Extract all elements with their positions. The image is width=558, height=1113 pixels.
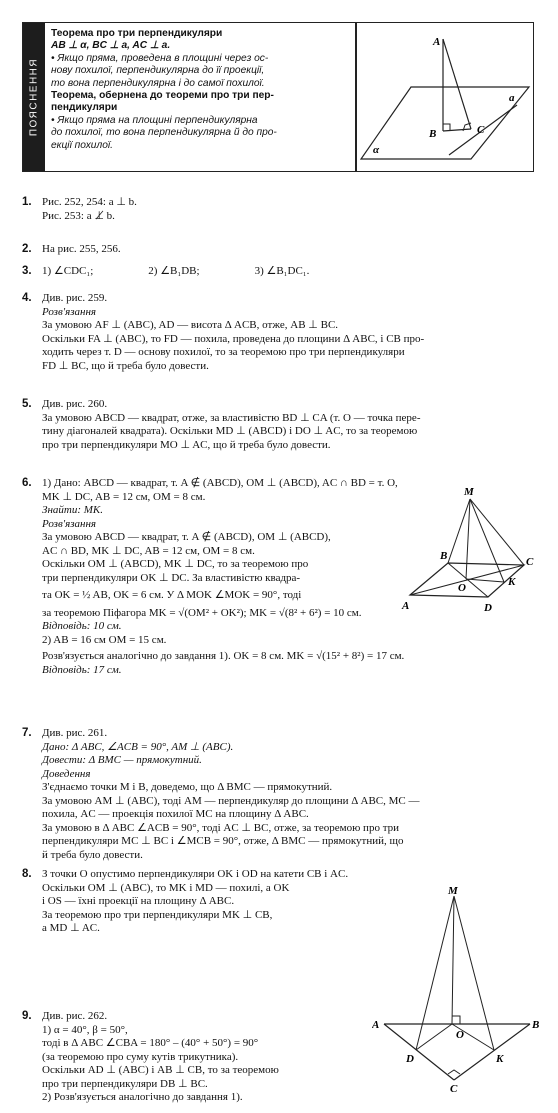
right-angle-mark bbox=[443, 124, 450, 131]
text-line: екції похилої. bbox=[51, 139, 113, 151]
problem-number: 5. bbox=[22, 398, 32, 410]
text-line: З'єднаємо точки M і B, доведемо, що Δ BMC — прямокутний. bbox=[42, 781, 333, 793]
theorem-figure bbox=[359, 25, 531, 169]
text-line: Див. рис. 261. bbox=[42, 727, 108, 739]
label-b: B bbox=[440, 550, 448, 562]
text-line: На рис. 255, 256. bbox=[42, 243, 121, 255]
text-line: AC ∩ BD, MK ⊥ DC, AB = 12 см, OM = 8 см. bbox=[42, 544, 255, 557]
text-line: то вона перпендикулярна і до самої похилої. bbox=[51, 77, 265, 89]
oblique-ac bbox=[443, 39, 471, 129]
label-c: C bbox=[450, 1083, 458, 1094]
text-line: Оскільки FA ⊥ (ABC), то FD — похила, проведена до площини Δ ABC, і CB про- bbox=[42, 332, 425, 345]
text-line: • Якщо пряма, проведена в площині через ос- bbox=[51, 52, 269, 64]
label-d: D bbox=[406, 1053, 414, 1065]
text-line: За умовою AF ⊥ (ABC), AD — висота Δ ACB, отже, AB ⊥ BC. bbox=[42, 319, 339, 331]
text-line: за теоремою Піфагора MK = √(OM² + OK²); MK = √(8² + 6²) = 10 см. bbox=[42, 606, 362, 619]
problem-number: 6. bbox=[22, 477, 32, 489]
text-line: Див. рис. 259. bbox=[42, 292, 108, 304]
problem-number: 4. bbox=[22, 292, 32, 304]
text-line: перпендикуляри MC ⊥ BC і ∠MCB = 90°, отже, Δ BMC — прямокутний, що bbox=[42, 835, 404, 847]
figure-problem-6 bbox=[398, 485, 538, 615]
text-line: Дано: Δ ABC, ∠ACB = 90°, AM ⊥ (ABC). bbox=[42, 740, 234, 753]
label-k: K bbox=[508, 576, 516, 588]
text-line: тоді в Δ ABC ∠CBA = 180° – (40° + 50°) = 90° bbox=[42, 1037, 259, 1049]
label-a: A bbox=[372, 1019, 380, 1031]
text-line: і OS — їхні проекції на площину Δ ABC. bbox=[42, 895, 235, 907]
label-b: B bbox=[532, 1019, 540, 1031]
label-a: A bbox=[402, 600, 410, 612]
text-line: FD ⊥ BC, що й треба було довести. bbox=[42, 359, 209, 372]
text-line: про три перпендикуляри DB ⊥ BC. bbox=[42, 1077, 208, 1090]
theorem-condition: AB ⊥ α, BC ⊥ a, AC ⊥ a. bbox=[51, 40, 171, 52]
label-c: C bbox=[526, 556, 534, 568]
segment-mo bbox=[466, 499, 470, 579]
text-line: нову похилої, перпендикулярна до її проекції, bbox=[51, 65, 265, 77]
label-o: O bbox=[458, 582, 466, 594]
problem-number: 8. bbox=[22, 868, 32, 880]
text-line: Розв'язується аналогічно до завдання 1). OK = 8 см. MK = √(15² + 8²) = 17 см. bbox=[42, 650, 405, 662]
problem-number: 1. bbox=[22, 196, 32, 208]
plane bbox=[361, 87, 529, 159]
label-line-a: a bbox=[509, 92, 515, 104]
text-line: За умовою AM ⊥ (ABC), тоді AM — перпендикуляр до площини Δ ABC, MC — bbox=[42, 794, 420, 807]
text-line: та OK = ½ AB, OK = 6 см. У Δ MOK ∠MOK = 90°, тоді bbox=[42, 589, 302, 601]
segment-mo bbox=[452, 896, 454, 1024]
problem-1 bbox=[22, 196, 534, 223]
text-line: ходить через т. D — основу похилої, то за теоремою про три перпендикуляри bbox=[42, 346, 405, 358]
text-line: 1) ∠CDC₁; 2) ∠B₁DB; 3) ∠B₁DC₁. bbox=[42, 265, 310, 277]
text-line: Рис. 253: a ⊥̸ b. bbox=[42, 209, 115, 222]
theorem-title: Теорема про три перпендикуляри bbox=[51, 28, 223, 39]
text-line: а MD ⊥ AC. bbox=[42, 922, 100, 934]
theorem-box bbox=[22, 22, 534, 172]
text-line: пендикуляри bbox=[51, 102, 118, 114]
problem-5 bbox=[22, 398, 534, 452]
label-a: A bbox=[433, 36, 441, 48]
problem-number: 9. bbox=[22, 1010, 32, 1022]
side-label: ПОЯСНЕННЯ bbox=[28, 57, 40, 137]
text-line: За теоремою про три перпендикуляри MK ⊥ CB, bbox=[42, 908, 273, 921]
side-tab bbox=[23, 23, 45, 171]
text-line: Див. рис. 262. bbox=[42, 1010, 108, 1022]
text-line: 1) Дано: ABCD — квадрат, т. A ∉ (ABCD), OM ⊥ (ABCD), AC ∩ BD = т. O, bbox=[42, 477, 398, 489]
label-m: M bbox=[448, 885, 458, 897]
text-line: Довести: Δ BMC — прямокутний. bbox=[42, 754, 202, 766]
divider bbox=[355, 23, 357, 171]
text-line: Оскільки OM ⊥ (ABCD), MK ⊥ DC, то за теоремою про bbox=[42, 558, 309, 570]
theorem-statement-1 bbox=[51, 53, 351, 90]
projection-bc bbox=[443, 129, 471, 131]
problem-number: 2. bbox=[22, 243, 32, 255]
problem-4 bbox=[22, 292, 534, 373]
text-line: похила, AC — проекція похилої MC на площину Δ ABC. bbox=[42, 808, 309, 820]
text-line: 1) α = 40°, β = 50°, bbox=[42, 1023, 128, 1036]
text-line: За умовою ABCD — квадрат, отже, за властивістю BD ⊥ CA (т. O — точка пере- bbox=[42, 411, 421, 424]
text-line: Див. рис. 260. bbox=[42, 398, 108, 410]
label-k: K bbox=[496, 1053, 504, 1065]
theorem-title-2 bbox=[51, 90, 351, 115]
text-line: Теорема, обернена до теореми про три пер- bbox=[51, 90, 274, 102]
problem-number: 7. bbox=[22, 727, 32, 739]
text-line: За умовою ABCD — квадрат, т. A ∉ (ABCD), OM ⊥ (ABCD), bbox=[42, 531, 331, 543]
problem-9 bbox=[22, 1010, 534, 1105]
text-line: Розв'язання bbox=[42, 305, 97, 318]
problem-7 bbox=[22, 727, 534, 862]
problem-3 bbox=[22, 265, 534, 279]
text-line: 2) Розв'язується аналогічно до завдання 1). bbox=[42, 1091, 243, 1103]
text-line: MK ⊥ DC, AB = 12 см, OM = 8 см. bbox=[42, 490, 206, 503]
problem-number: 3. bbox=[22, 265, 32, 277]
theorem-statement-2 bbox=[51, 115, 351, 152]
segment-mb bbox=[448, 499, 470, 563]
text-line: З точки O опустимо перпендикуляри OK і OD на катети CB і AC. bbox=[42, 868, 349, 880]
label-o: O bbox=[456, 1029, 464, 1041]
text-line: Оскільки OM ⊥ (ABC), то MK і MD — похилі, а OK bbox=[42, 881, 290, 894]
text-line: Рис. 252, 254: a ⊥ b. bbox=[42, 196, 137, 208]
text-line: За умовою в Δ ABC ∠ACB = 90°, тоді AC ⊥ BC, отже, за теоремою про три bbox=[42, 821, 400, 834]
text-line: (за теоремою про суму кутів трикутника). bbox=[42, 1050, 239, 1063]
theorem-text bbox=[51, 28, 351, 152]
text-line: про три перпендикуляри MO ⊥ AC, що й треба було довести. bbox=[42, 438, 331, 451]
text-line: тину діагоналей квадрата). Оскільки MD ⊥ (ABCD) і DO ⊥ AC, то за теоремою bbox=[42, 425, 418, 437]
text-line: • Якщо пряма на площині перпендикулярна bbox=[51, 114, 258, 126]
text-line: Знайти: MK. bbox=[42, 504, 104, 516]
label-b: B bbox=[429, 128, 437, 140]
segment-ok bbox=[466, 579, 504, 582]
segment-mc bbox=[470, 499, 524, 565]
segment-mk bbox=[470, 499, 504, 582]
label-alpha: α bbox=[373, 144, 380, 156]
label-c: C bbox=[477, 124, 485, 136]
text-line: Оскільки AD ⊥ (ABC) і AB ⊥ CB, то за теоремою bbox=[42, 1064, 279, 1076]
label-m: M bbox=[464, 486, 474, 498]
text-line: три перпендикуляри OK ⊥ DC. За властивістю квадра- bbox=[42, 571, 301, 584]
text-line: Розв'язання bbox=[42, 517, 97, 530]
text-line: й треба було довести. bbox=[42, 848, 143, 861]
text-line: 2) AB = 16 см OM = 15 см. bbox=[42, 633, 167, 646]
text-line: Доведення bbox=[42, 767, 91, 780]
text-line: Відповідь: 17 см. bbox=[42, 663, 122, 676]
label-d: D bbox=[484, 602, 492, 614]
text-line: до похилої, то вона перпендикулярна й до про- bbox=[51, 127, 277, 139]
problem-2 bbox=[22, 243, 534, 257]
text-line: Відповідь: 10 см. bbox=[42, 620, 122, 632]
